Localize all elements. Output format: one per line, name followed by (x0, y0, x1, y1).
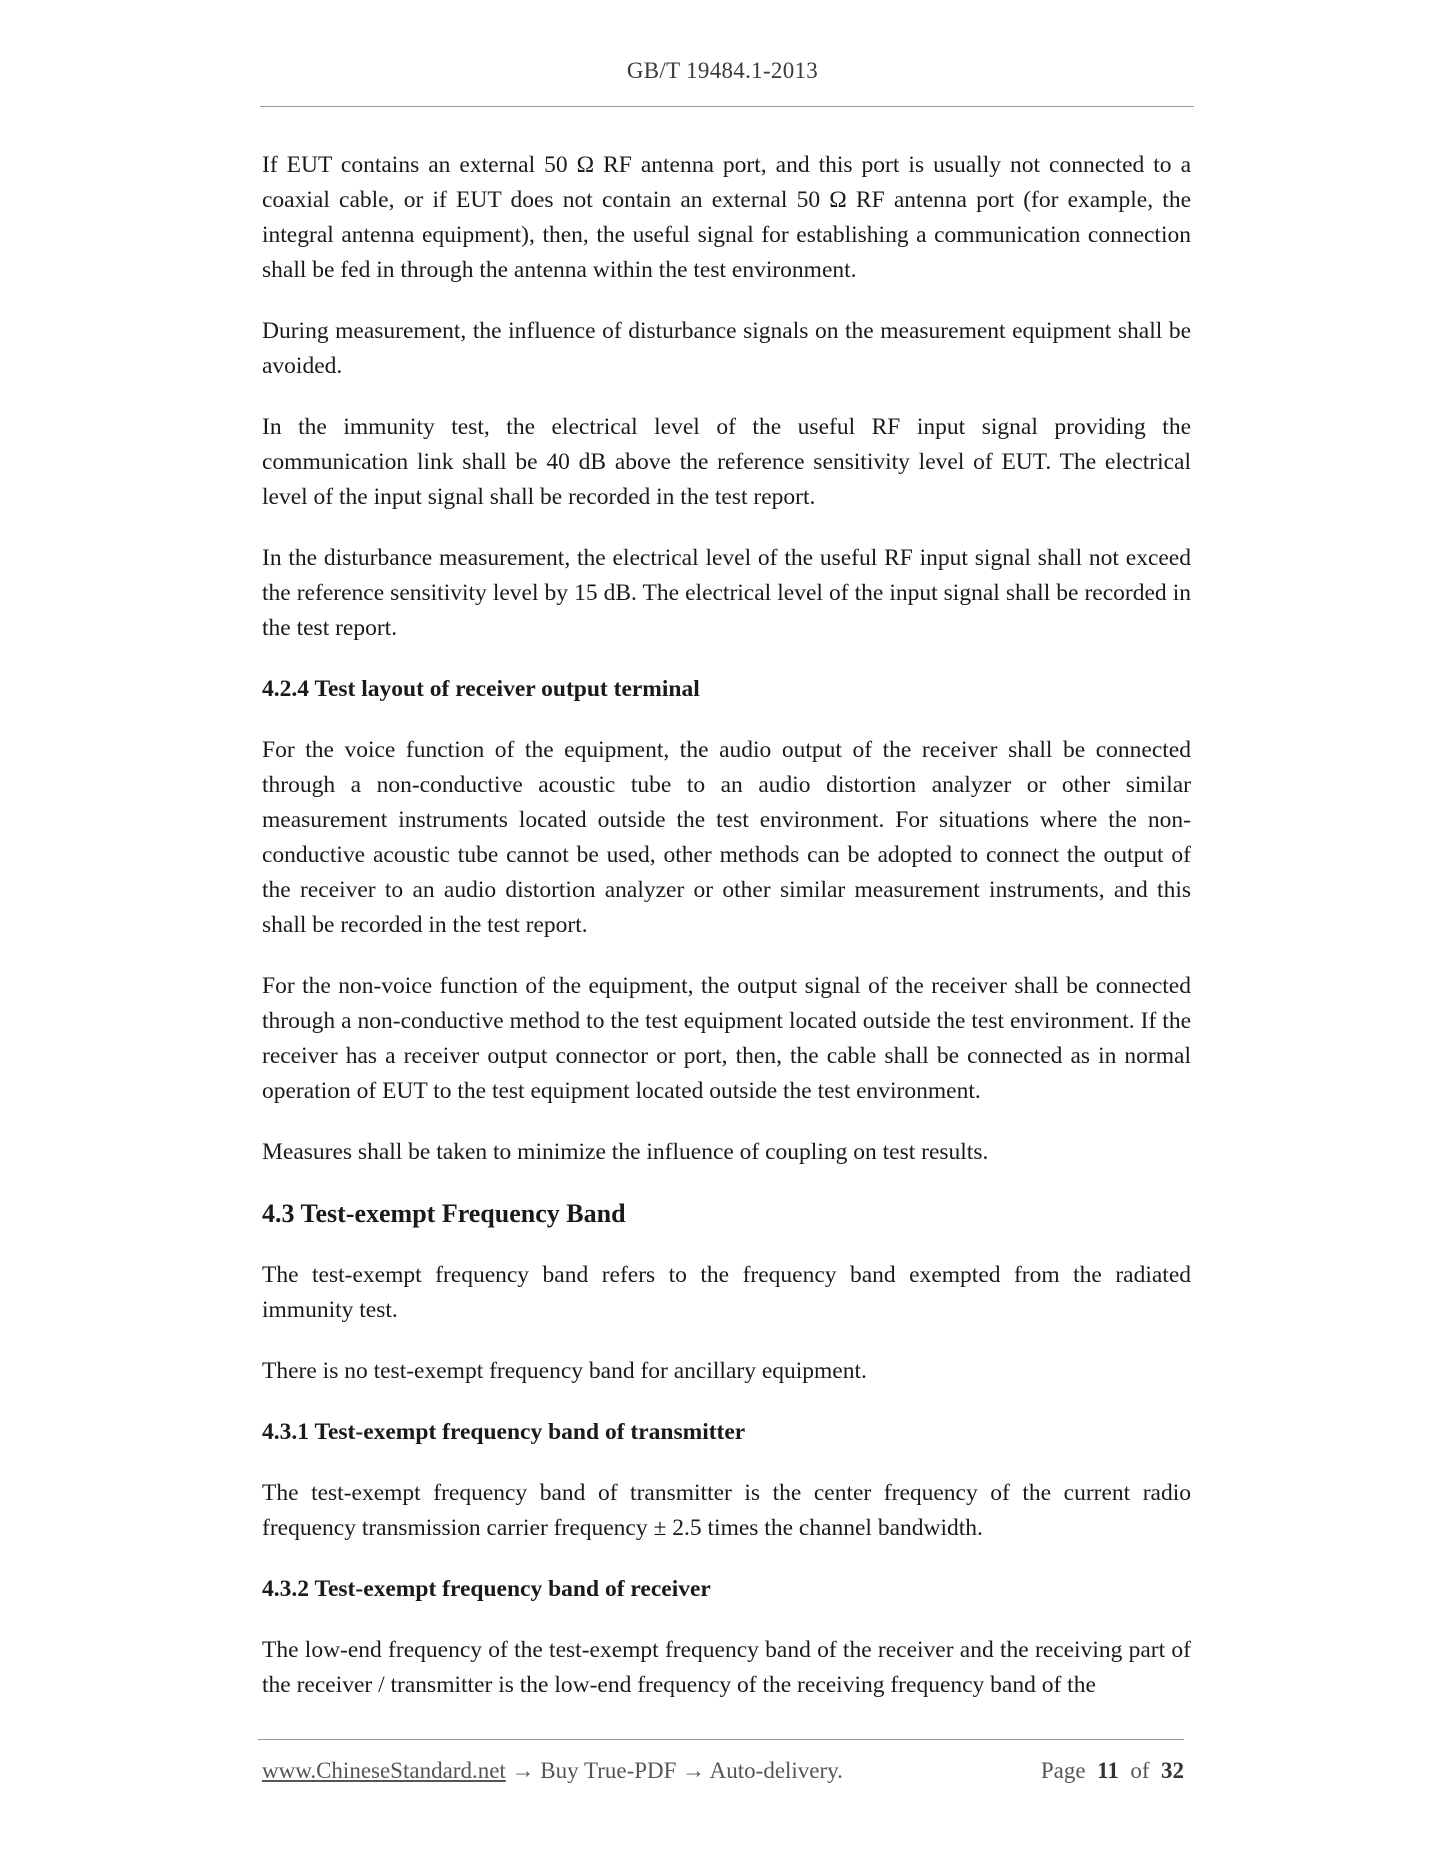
footer-tagline: → Buy True-PDF → Auto-delivery. (505, 1758, 843, 1783)
paragraph-ancillary: There is no test-exempt frequency band for ancillary equipment. (262, 1358, 867, 1384)
heading-4-2-4: 4.2.4 Test layout of receiver output terminal (262, 676, 700, 702)
paragraph-transmitter-band: The test-exempt frequency band of transmitter is the center frequency of the current radio frequency transmission carrier frequency ± 2.5 times the channel bandwidth. (262, 1480, 1191, 1541)
footer-promo (262, 1758, 843, 1784)
paragraph-exempt-definition: The test-exempt frequency band refers to the frequency band exempted from the radiated immunity test. (262, 1262, 1191, 1323)
page-header: GB/T 19484.1-2013 (626, 58, 819, 83)
page-label: Page (1040, 1758, 1086, 1783)
heading-4-3-2: 4.3.2 Test-exempt frequency band of receiver (262, 1576, 711, 1602)
page-total: 32 (1161, 1758, 1184, 1783)
paragraph-immunity-level: In the immunity test, the electrical level of the useful RF input signal providing the communication link shall be 40 dB above the reference sensitivity level of EUT. The electrical level of the input signal shall be recorded in the test report. (262, 414, 1191, 510)
paragraph-coupling: Measures shall be taken to minimize the influence of coupling on test results. (262, 1139, 989, 1165)
paragraph-disturbance-influence: During measurement, the influence of disturbance signals on the measurement equipment shall be avoided. (262, 318, 1191, 379)
page-current: 11 (1097, 1758, 1119, 1783)
paragraph-voice-function: For the voice function of the equipment, the audio output of the receiver shall be connected through a non-conductive acoustic tube to an audio distortion analyzer or other similar measurement instruments located outside the test environment. For situations where the non-conductive acoustic tube cannot be used, other methods can be adopted to connect the output of the receiver to an audio distortion analyzer or other similar measurement instruments, and this shall be recorded in the test report. (262, 737, 1191, 938)
paragraph-disturbance-level: In the disturbance measurement, the electrical level of the useful RF input signal shall not exceed the reference sensitivity level by 15 dB. The electrical level of the input signal shall be recorded in the test report. (262, 545, 1191, 641)
paragraph-rf-antenna-port: If EUT contains an external 50 Ω RF antenna port, and this port is usually not connected to a coaxial cable, or if EUT does not contain an external 50 Ω RF antenna port (for example, the integral antenna equipment), then, the useful signal for establishing a communication connection shall be fed in through the antenna within the test environment. (262, 152, 1191, 283)
heading-4-3-1: 4.3.1 Test-exempt frequency band of transmitter (262, 1419, 746, 1445)
footer-divider (258, 1739, 1184, 1740)
header-divider (260, 106, 1194, 107)
site-link[interactable]: www.ChineseStandard.net (262, 1758, 506, 1783)
paragraph-receiver-band: The low-end frequency of the test-exempt frequency band of the receiver and the receiving part of the receiver / transmitter is the low-end frequency of the receiving frequency band of the (262, 1637, 1191, 1698)
heading-4-3: 4.3 Test-exempt Frequency Band (262, 1199, 626, 1228)
paragraph-non-voice-function: For the non-voice function of the equipment, the output signal of the receiver shall be connected through a non-conductive method to the test equipment located outside the test environment. If the receiver has a receiver output connector or port, then, the cable shall be connected as in normal operation of EUT to the test equipment located outside the test environment. (262, 973, 1191, 1104)
page-number (1041, 1758, 1184, 1784)
page-body (262, 148, 1191, 1729)
page-of: of (1130, 1758, 1150, 1783)
